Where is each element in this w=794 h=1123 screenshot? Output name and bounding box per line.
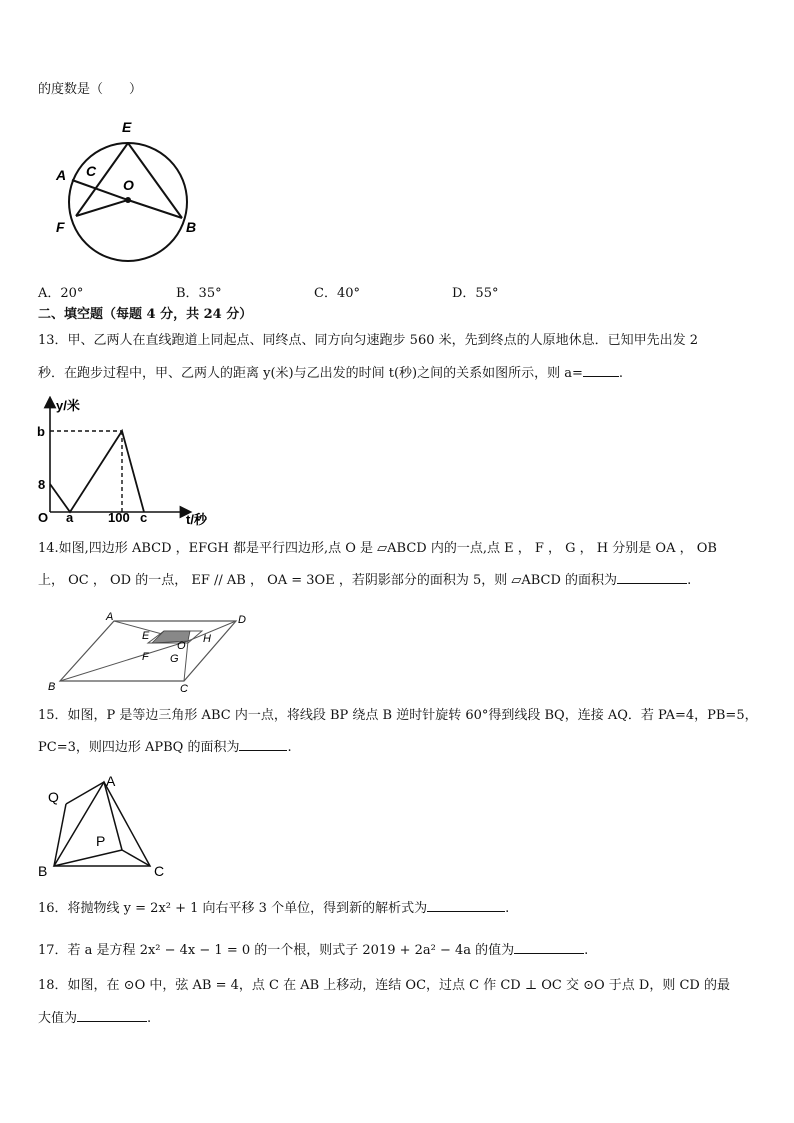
q12-option-c[interactable]: C．40° — [314, 286, 360, 301]
label-c: C — [154, 863, 165, 879]
label-d: D — [238, 614, 246, 626]
label-q: Q — [48, 789, 59, 805]
q14-parallelogram-figure — [40, 608, 270, 694]
q13-graph — [36, 396, 216, 528]
q12-option-b[interactable]: B．35° — [176, 286, 222, 301]
label-a: A — [106, 773, 116, 789]
segment-fo — [76, 200, 128, 216]
q15-answer-blank[interactable] — [239, 737, 287, 751]
q17-answer-blank[interactable] — [514, 940, 584, 954]
q13-period: . — [618, 366, 624, 381]
q16-line — [38, 898, 509, 919]
q14-period: . — [687, 573, 692, 588]
label-b: B — [38, 863, 48, 879]
label-e: E — [122, 119, 132, 135]
segment-ef — [76, 143, 128, 216]
q18-period: . — [147, 1011, 152, 1026]
graph-polyline — [50, 431, 144, 512]
q16-period: . — [505, 901, 510, 916]
y-axis-label: y/米 — [56, 398, 80, 413]
q12-tail: 的度数是（ ） — [38, 82, 143, 97]
triangle-abc — [54, 782, 150, 866]
q13-answer-blank[interactable] — [583, 363, 619, 377]
q12-circle-figure — [50, 118, 210, 278]
segment-ap — [104, 782, 122, 850]
q15-line2 — [38, 737, 292, 758]
label-o: O — [177, 640, 186, 652]
segment-bo — [60, 641, 188, 681]
label-c: C — [86, 163, 97, 179]
q14-line1: 14.如图,四边形 ABCD ，EFGH 都是平行四边形,点 O 是 ▱ABCD 内的一点,点 E ， F ， G ， H 分别是 OA ， OB — [38, 541, 717, 556]
q12-option-d[interactable]: D．55° — [452, 286, 499, 301]
label-b: B — [48, 681, 56, 693]
q17-line — [38, 940, 588, 961]
segment-bp — [54, 850, 122, 866]
tick-100: 100 — [108, 510, 130, 525]
q14-text: 上， OC ， OD 的一点， EF // AB ， OA = 3OE ，若阴影部分的面积为 5，则 ▱ABCD 的面积为 — [38, 573, 618, 588]
q17-text: 17．若 a 是方程 2x² − 4x − 1 = 0 的一个根，则式子 2019 + 2a² − 4a 的值为 — [38, 943, 515, 958]
q18-text: 大值为 — [38, 1011, 78, 1026]
tick-8: 8 — [38, 477, 46, 492]
x-axis-label: t/秒 — [186, 512, 207, 527]
q15-line1: 15．如图，P 是等边三角形 ABC 内一点，将线段 BP 绕点 B 逆时针旋转 60°得到线段 BQ，连接 AQ．若 PA=4，PB=5， — [38, 708, 758, 723]
center-point — [125, 197, 131, 203]
q13-text: 秒．在跑步过程中，甲、乙两人的距离 y(米)与乙出发的时间 t(秒)之间的关系如图所示，则 a= — [38, 366, 583, 381]
label-c: C — [180, 683, 188, 694]
label-f: F — [142, 651, 149, 663]
tick-c: c — [140, 510, 148, 525]
q12-option-a[interactable]: A．20° — [38, 286, 84, 301]
label-e: E — [142, 630, 150, 642]
q18-line1: 18．如图，在 ⊙O 中，弦 AB = 4，点 C 在 AB 上移动，连结 OC，过点 C 作 CD ⊥ OC 交 ⊙O 于点 D，则 CD 的最 — [38, 978, 730, 993]
label-b: B — [186, 219, 197, 235]
q15-period: . — [287, 740, 292, 755]
q14-answer-blank[interactable] — [617, 570, 687, 584]
tick-b: b — [37, 424, 45, 439]
q16-answer-blank[interactable] — [427, 898, 505, 912]
q13-line2 — [38, 363, 623, 384]
label-p: P — [96, 833, 106, 849]
q15-triangle-figure — [34, 770, 174, 880]
label-g: G — [170, 653, 179, 665]
label-a: A — [56, 167, 67, 183]
tick-a: a — [66, 510, 74, 525]
q18-line2 — [38, 1008, 151, 1029]
label-a: A — [106, 611, 114, 623]
section2-title: 二、填空题（每题 4 分，共 24 分） — [38, 307, 253, 322]
q15-text: PC=3，则四边形 APBQ 的面积为 — [38, 740, 240, 755]
q13-line1: 13．甲、乙两人在直线跑道上同起点、同终点、同方向匀速跑步 560 米，先到终点的人原地休息．已知甲先出发 2 — [38, 333, 699, 348]
q17-period: . — [584, 943, 589, 958]
label-o: O — [123, 177, 134, 193]
q16-text: 16．将抛物线 y = 2x² + 1 向右平移 3 个单位，得到新的解析式为 — [38, 901, 428, 916]
origin-label: O — [38, 510, 49, 525]
label-h: H — [203, 633, 211, 645]
segment-ob — [128, 200, 182, 218]
q14-line2 — [38, 570, 691, 591]
q18-answer-blank[interactable] — [77, 1008, 147, 1022]
label-f: F — [56, 219, 65, 235]
segment-eb — [128, 143, 182, 218]
